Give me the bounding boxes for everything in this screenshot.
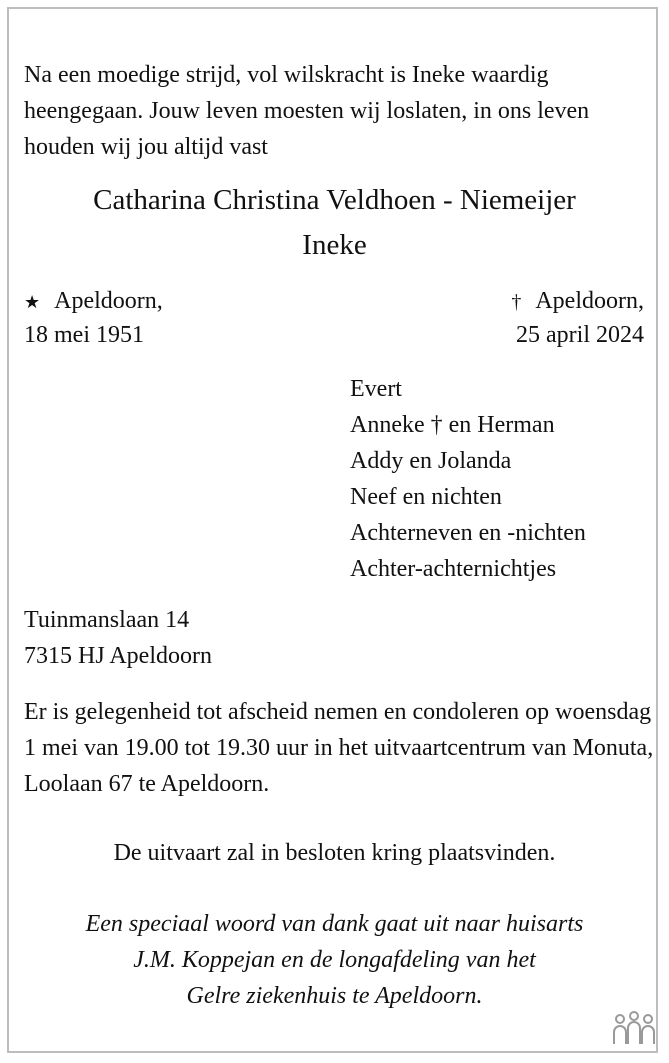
family-list [350,371,586,587]
death-place-line [511,283,644,320]
death-date: 25 april 2024 [516,322,644,348]
family-member: Addy en Jolanda [350,448,512,474]
deceased-full-name: Catharina Christina Veldhoen - Niemeijer [93,184,576,216]
family-member: Anneke † en Herman [350,412,555,438]
family-member: Achterneven en -nichten [350,520,586,546]
deceased-nickname: Ineke [302,229,367,261]
birth-place-line [24,283,163,321]
people-group-icon [611,1010,657,1048]
thanks-line: J.M. Koppejan en de longafdeling van het [133,947,536,973]
intro-text: Na een moedige strijd, vol wilskracht is Ineke waardig heengegaan. Jouw leven moesten wij loslaten, in ons leven houden wij jou altijd vast [24,62,590,160]
family-member: Neef en nichten [350,484,502,510]
birth-place: Apeldoorn, [54,288,163,314]
address-street: Tuinmanslaan 14 [24,607,190,633]
funeral-note: De uitvaart zal in besloten kring plaatsvinden. [113,840,556,866]
birth-star-icon: ★ [24,292,41,313]
family-member: Achter-achternichtjes [350,556,557,582]
address-city: 7315 HJ Apeldoorn [24,643,212,669]
death-place: Apeldoorn, [535,288,644,314]
birth-date: 18 mei 1951 [24,322,144,348]
death-cross-icon: † [511,291,522,313]
thanks-line: Gelre ziekenhuis te Apeldoorn. [186,983,483,1009]
condolence-text: Er is gelegenheid tot afscheid nemen en condoleren op woensdag 1 mei van 19.00 tot 19.30 uur in het uitvaartcentrum van Monuta, Loolaan 67 te Apeldoorn. [24,699,654,797]
family-member: Evert [350,376,402,402]
thanks-line: Een speciaal woord van dank gaat uit naar huisarts [85,911,584,937]
